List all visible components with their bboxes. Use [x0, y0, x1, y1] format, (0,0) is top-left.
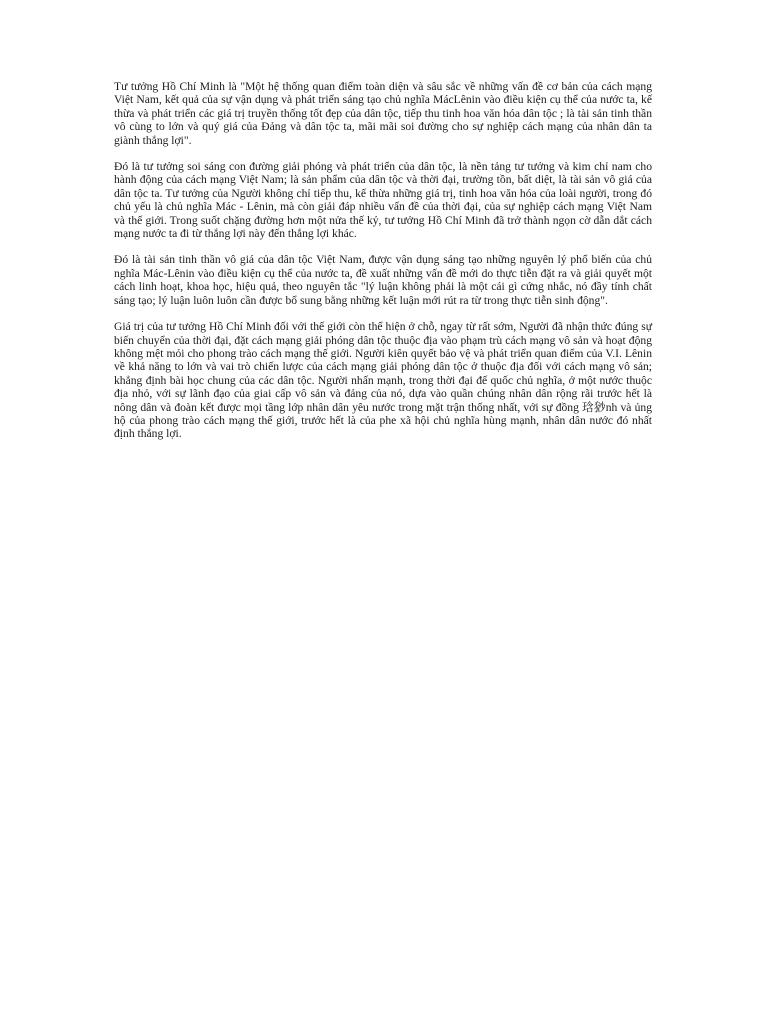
- document-body: [114, 80, 652, 441]
- paragraph-1: Tư tưởng Hồ Chí Minh là "Một hệ thống quan điểm toàn diện và sâu sắc về những vấn đề cơ bản của cách mạng Việt Nam, kết quả của sự vận dụng và phát triển sáng tạo chủ nghĩa MácLênin vào điều kiện cụ thể của nước ta, kế thừa và phát triển các giá trị truyền thống tốt đẹp của dân tộc, tiếp thu tinh hoa văn hóa dân tộc ; là tài sản tinh thần vô cùng to lớn và quý giá của Đảng và dân tộc ta, mãi mãi soi đường cho sự nghiệp cách mạng của nhân dân ta giành thắng lợi".: [114, 80, 652, 147]
- paragraph-3: Đó là tài sản tinh thần vô giá của dân tộc Việt Nam, được vận dụng sáng tạo những nguyên lý phổ biến của chủ nghĩa Mác-Lênin vào điều kiện cụ thể của nước ta, đề xuất những vấn đề mới do thực tiễn đặt ra và giải quyết một cách linh hoạt, khoa học, hiệu quả, theo nguyên tắc "lý luận không phải là một cái gì cứng nhắc, nó đầy tính chất sáng tạo; lý luận luôn luôn cần được bổ sung bằng những kết luận mới rút ra từ trong thực tiễn sinh động".: [114, 253, 652, 307]
- paragraph-4: Giá trị của tư tưởng Hồ Chí Minh đối với thế giới còn thể hiện ở chỗ, ngay từ rất sớm, Người đã nhận thức đúng sự biến chuyển của thời đại, đặt cách mạng giải phóng dân tộc thuộc địa vào phạm trù cách mạng vô sản và hoạt động không mệt mỏi cho phong trào cách mạng thế giới. Người kiên quyết bảo vệ và phát triển quan điểm của V.I. Lênin về khả năng to lớn và vai trò chiến lược của cách mạng giải phóng dân tộc ở thuộc địa đối với cách mạng vô sản; khẳng định bài học chung của các dân tộc. Người nhấn mạnh, trong thời đại đế quốc chủ nghĩa, ở một nước thuộc địa nhỏ, với sự lãnh đạo của giai cấp vô sản và đảng của nó, dựa vào quần chúng nhân dân rộng rãi trước hết là nông dân và đoàn kết được mọi tầng lớp nhân dân yêu nước trong mặt trận thống nhất, với sự đồng 琀猀nh và ủng hộ của phong trào cách mạng thế giới, trước hết là của phe xã hội chủ nghĩa hùng mạnh, nhân dân nước đó nhất định thắng lợi.: [114, 320, 652, 441]
- paragraph-2: Đó là tư tưởng soi sáng con đường giải phóng và phát triển của dân tộc, là nền tảng tư tưởng và kim chỉ nam cho hành động của cách mạng Việt Nam; là sản phẩm của dân tộc và thời đại, trường tồn, bất diệt, là tài sản vô giá của dân tộc ta. Tư tưởng của Người không chỉ tiếp thu, kế thừa những giá trị, tinh hoa văn hóa của loài người, trong đó chủ yếu là chủ nghĩa Mác - Lênin, mà còn giải đáp nhiều vấn đề của thời đại, của sự nghiệp cách mạng Việt Nam và thế giới. Trong suốt chặng đường hơn một nửa thế kỷ, tư tưởng Hồ Chí Minh đã trở thành ngọn cờ dẫn dắt cách mạng nước ta đi từ thắng lợi này đến thắng lợi khác.: [114, 160, 652, 241]
